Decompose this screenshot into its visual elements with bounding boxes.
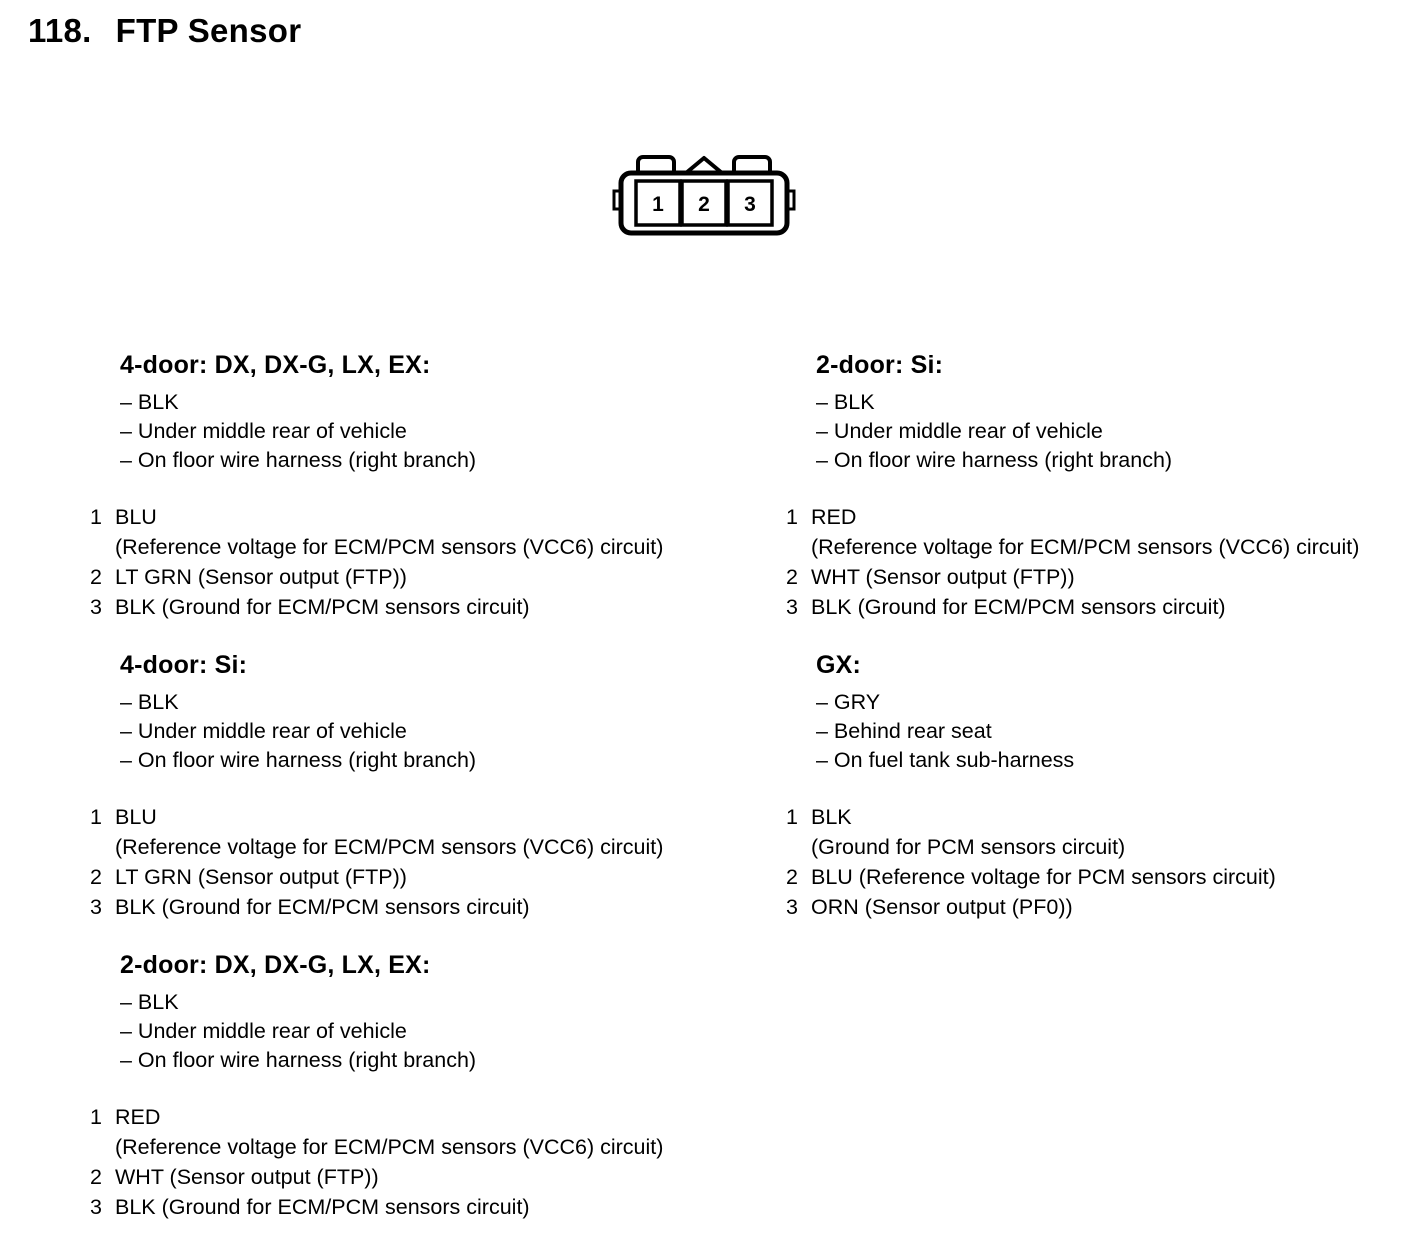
- section-heading: 2-door: Si:: [816, 351, 944, 379]
- pin-number: 1: [90, 805, 102, 829]
- pin-row: [90, 502, 786, 562]
- bullet-harness: – On floor wire harness (right branch): [120, 1048, 477, 1072]
- pin-description: (Reference voltage for ECM/PCM sensors (VCC6) circuit): [811, 535, 1360, 559]
- pin-wire-color: LT GRN (Sensor output (FTP)): [115, 865, 407, 889]
- bullet-location: – Under middle rear of vehicle: [816, 419, 1103, 443]
- section-gx: [786, 650, 1406, 922]
- connector-pin-3-label: 3: [744, 193, 756, 216]
- section-bullets: [786, 688, 1406, 775]
- pin-number: 1: [786, 505, 798, 529]
- bullet-wire-color: – BLK: [120, 990, 179, 1014]
- pin-list: [90, 802, 786, 922]
- bullet-location: – Under middle rear of vehicle: [120, 1019, 407, 1043]
- pin-row: [786, 892, 1406, 922]
- pin-text: [115, 1102, 663, 1162]
- section-heading: GX:: [816, 651, 862, 679]
- pin-number: 3: [786, 595, 798, 619]
- pin-wire-color: WHT (Sensor output (FTP)): [811, 565, 1075, 589]
- bullet-location: – Under middle rear of vehicle: [120, 419, 407, 443]
- bullet-wire-color: – BLK: [816, 390, 875, 414]
- section-bullets: [90, 688, 786, 775]
- bullet-harness: – On floor wire harness (right branch): [816, 448, 1173, 472]
- pin-row: [786, 862, 1406, 892]
- pin-number: 3: [90, 595, 102, 619]
- ftp-sensor-connector-diagram: [0, 154, 1408, 238]
- section-heading: 2-door: DX, DX-G, LX, EX:: [120, 951, 431, 979]
- bullet-location: – Under middle rear of vehicle: [120, 719, 407, 743]
- pin-number: 3: [90, 895, 102, 919]
- bullet-harness: – On floor wire harness (right branch): [120, 748, 477, 772]
- pin-wire-color: BLK (Ground for ECM/PCM sensors circuit): [115, 895, 530, 919]
- pin-row: [786, 562, 1406, 592]
- pin-row: [90, 892, 786, 922]
- connector-drawing: [612, 154, 796, 238]
- pin-description: (Reference voltage for ECM/PCM sensors (VCC6) circuit): [115, 535, 664, 559]
- pin-wire-color: BLK: [811, 805, 852, 829]
- pin-row: [786, 592, 1406, 622]
- pin-row: [90, 1192, 786, 1222]
- pin-number: 3: [786, 895, 798, 919]
- pin-number: 2: [90, 1165, 102, 1189]
- pin-description: (Reference voltage for ECM/PCM sensors (VCC6) circuit): [115, 1135, 664, 1159]
- pin-wire-color: BLU: [115, 805, 157, 829]
- section-2door-dx-dxg-lx-ex: [90, 950, 786, 1222]
- pin-text: [811, 502, 1359, 562]
- section-4door-si: [90, 650, 786, 922]
- bullet-harness: – On fuel tank sub-harness: [816, 748, 1075, 772]
- pin-wire-color: BLK (Ground for ECM/PCM sensors circuit): [115, 595, 530, 619]
- bullet-harness: – On floor wire harness (right branch): [120, 448, 477, 472]
- pin-wire-color: RED: [115, 1105, 161, 1129]
- pin-number: 1: [90, 1105, 102, 1129]
- pin-wire-color: BLK (Ground for ECM/PCM sensors circuit): [115, 1195, 530, 1219]
- pin-number: 1: [786, 805, 798, 829]
- pin-wire-color: LT GRN (Sensor output (FTP)): [115, 565, 407, 589]
- pin-wire-color: BLK (Ground for ECM/PCM sensors circuit): [811, 595, 1226, 619]
- pin-row: [90, 562, 786, 592]
- connector-pin-2-label: 2: [698, 193, 710, 216]
- right-column: [786, 350, 1406, 1250]
- section-bullets: [786, 388, 1406, 475]
- section-2door-si: [786, 350, 1406, 622]
- pin-description: (Ground for PCM sensors circuit): [811, 835, 1126, 859]
- pin-number: 1: [90, 505, 102, 529]
- pin-row: [90, 1162, 786, 1192]
- section-bullets: [90, 388, 786, 475]
- page-title-text: FTP Sensor: [115, 12, 302, 49]
- bullet-wire-color: – BLK: [120, 390, 179, 414]
- pin-wire-color: WHT (Sensor output (FTP)): [115, 1165, 379, 1189]
- section-4door-dx-dxg-lx-ex: [90, 350, 786, 622]
- pin-row: [786, 802, 1406, 862]
- page-title: [0, 12, 1408, 50]
- pin-row: [786, 502, 1406, 562]
- pin-number: 2: [786, 865, 798, 889]
- pin-row: [90, 802, 786, 862]
- bullet-wire-color: – GRY: [816, 690, 881, 714]
- section-bullets: [90, 988, 786, 1075]
- pin-row: [90, 592, 786, 622]
- section-heading: 4-door: Si:: [120, 651, 248, 679]
- pin-text: [115, 802, 663, 862]
- page-title-number: 118.: [28, 12, 92, 49]
- pin-description: (Reference voltage for ECM/PCM sensors (VCC6) circuit): [115, 835, 664, 859]
- pin-number: 2: [786, 565, 798, 589]
- pin-row: [90, 862, 786, 892]
- left-column: [90, 350, 786, 1250]
- connector-pin-1-label: 1: [652, 193, 664, 216]
- pin-list: [786, 502, 1406, 622]
- pin-wire-color: RED: [811, 505, 857, 529]
- pin-list: [786, 802, 1406, 922]
- pin-row: [90, 1102, 786, 1162]
- pin-wire-color: ORN (Sensor output (PF0)): [811, 895, 1073, 919]
- pin-text: [115, 502, 663, 562]
- pin-list: [90, 1102, 786, 1222]
- pin-list: [90, 502, 786, 622]
- section-heading: 4-door: DX, DX-G, LX, EX:: [120, 351, 431, 379]
- pin-number: 2: [90, 865, 102, 889]
- pin-wire-color: BLU: [115, 505, 157, 529]
- spec-columns: [0, 350, 1408, 1250]
- bullet-wire-color: – BLK: [120, 690, 179, 714]
- pin-number: 2: [90, 565, 102, 589]
- pin-text: [811, 802, 1125, 862]
- pin-wire-color: BLU (Reference voltage for PCM sensors circuit): [811, 865, 1276, 889]
- pin-number: 3: [90, 1195, 102, 1219]
- bullet-location: – Behind rear seat: [816, 719, 992, 743]
